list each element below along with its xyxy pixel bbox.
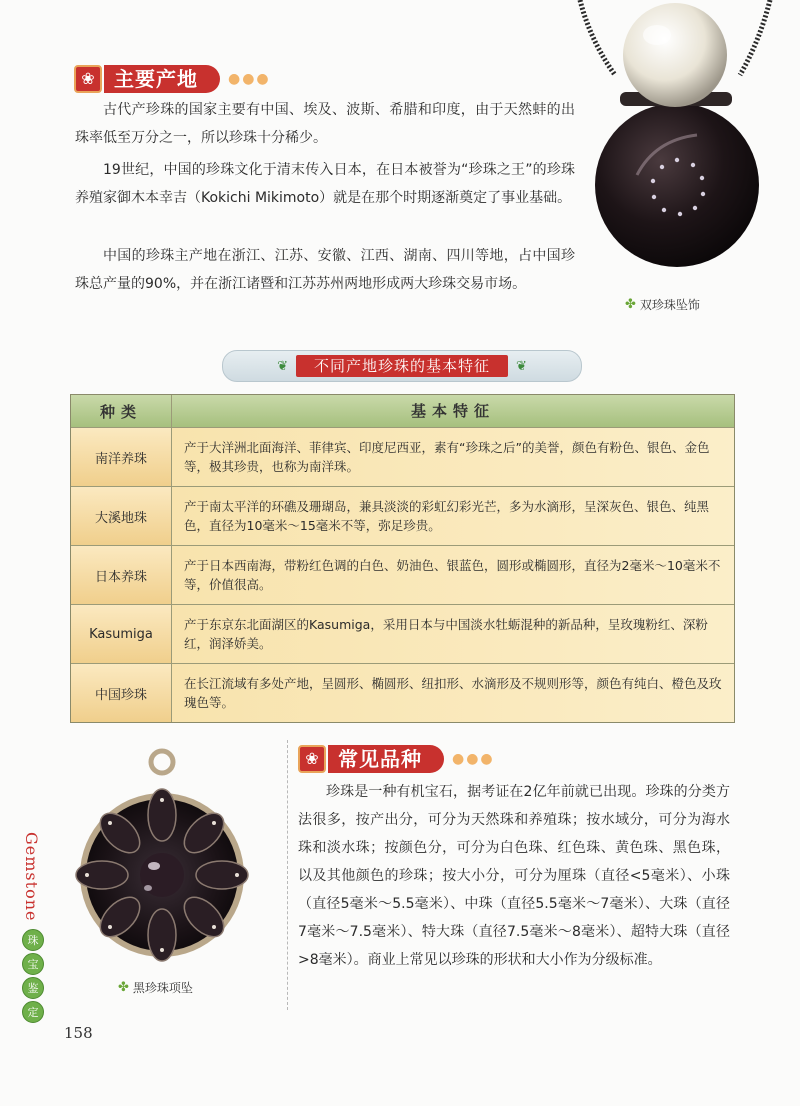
side-char: 鉴 (22, 977, 44, 999)
section-header-main-origin (74, 64, 271, 94)
side-tab (22, 832, 46, 1023)
paragraph-varieties: 珍珠是一种有机宝石，据考证在2亿年前就已出现。珍珠的分类方法很多，按产出分，可分为天然珠和养殖珠；按水域分，可分为海水珠和淡水珠；按颜色分，可分为白色珠、红色珠、黄色珠、黑色珠，以及其他颜色的珍珠；按大小分，可分为厘珠（直径<5毫米）、小珠（直径5毫米～5.5毫米）、中珠（直径5.5毫米～7毫米）、大珠（直径7毫米～7.5毫米）、特大珠（直径7.5毫米～8毫米）、超特大珠（直径>8毫米）。商业上常见以珍珠的形状和大小作为分级标准。 (298, 784, 730, 968)
row-type: 中国珍珠 (71, 664, 172, 722)
section-title: 主要产地 (104, 65, 220, 93)
header-type: 种类 (71, 395, 172, 427)
decorative-dots: ●●● (228, 71, 271, 87)
side-tab-chinese (22, 929, 46, 1023)
caption-bullet-icon: ✤ (118, 980, 129, 995)
side-char: 宝 (22, 953, 44, 975)
row-desc: 产于南太平洋的环礁及珊瑚岛，兼具淡淡的彩虹幻彩光芒，多为水滴形，呈深灰色、银色、纯黑色，直径为10毫米～15毫米不等，弥足珍贵。 (184, 499, 710, 533)
section-badge-icon: ❀ (74, 65, 102, 93)
table-row (71, 604, 734, 663)
double-pearl-pendant-image (575, 0, 780, 285)
table-title: 不同产地珍珠的基本特征 (296, 355, 508, 377)
section-header-common-varieties (298, 744, 495, 774)
section-title: 常见品种 (328, 745, 444, 773)
caption-black-pearl (118, 979, 193, 996)
row-desc: 产于大洋洲北面海洋、菲律宾、印度尼西亚，素有“珍珠之后”的美誉，颜色有粉色、银色、金色等，极其珍贵，也称为南洋珠。 (184, 440, 710, 474)
table-row (71, 427, 734, 486)
caption-text: 黑珍珠项坠 (132, 981, 193, 995)
caption-double-pearl (625, 296, 700, 313)
table-header-row (71, 395, 734, 427)
side-tab-english: Gemstone (22, 832, 41, 922)
table-row (71, 486, 734, 545)
caption-bullet-icon: ✤ (625, 297, 636, 312)
black-pearl-pendant-image (70, 740, 255, 965)
table-row (71, 663, 734, 722)
pearl-origin-table (70, 394, 735, 723)
side-char: 珠 (22, 929, 44, 951)
section-badge-icon: ❀ (298, 745, 326, 773)
page-number: 158 (64, 1024, 93, 1042)
table-title-banner (222, 350, 582, 382)
row-desc: 在长江流域有多处产地，呈圆形、椭圆形、纽扣形、水滴形及不规则形等，颜色有纯白、橙色及玫瑰色等。 (184, 676, 722, 710)
paragraph-2: 19世纪，中国的珍珠文化于清末传入日本，在日本被誉为“珍珠之王”的珍珠养殖家御木本幸吉（Kokichi Mikimoto）就是在那个时期逐渐奠定了事业基础。 (75, 162, 575, 206)
row-type: 日本养珠 (71, 546, 172, 604)
ornament-right-icon: ❦ (516, 358, 527, 374)
column-divider (287, 740, 288, 1010)
paragraph-1: 古代产珍珠的国家主要有中国、埃及、波斯、希腊和印度，由于天然蚌的出珠率低至万分之一，所以珍珠十分稀少。 (75, 102, 575, 146)
paragraph-3: 中国的珍珠主产地在浙江、江苏、安徽、江西、湖南、四川等地，占中国珍珠总产量的90%，并在浙江诸暨和江苏苏州两地形成两大珍珠交易市场。 (75, 248, 575, 292)
caption-text: 双珍珠坠饰 (639, 298, 700, 312)
table-row (71, 545, 734, 604)
header-features: 基本特征 (410, 401, 495, 420)
row-type: Kasumiga (71, 605, 172, 663)
side-char: 定 (22, 1001, 44, 1023)
row-type: 南洋养珠 (71, 428, 172, 486)
ornament-left-icon: ❦ (277, 358, 288, 374)
row-desc: 产于日本西南海，带粉红色调的白色、奶油色、银蓝色，圆形或椭圆形，直径为2毫米～10毫米不等，价值很高。 (184, 558, 721, 592)
row-desc: 产于东京东北面湖区的Kasumiga，采用日本与中国淡水牡蛎混种的新品种，呈玫瑰粉红、深粉红，润泽娇美。 (184, 617, 708, 651)
decorative-dots: ●●● (452, 751, 495, 767)
row-type: 大溪地珠 (71, 487, 172, 545)
